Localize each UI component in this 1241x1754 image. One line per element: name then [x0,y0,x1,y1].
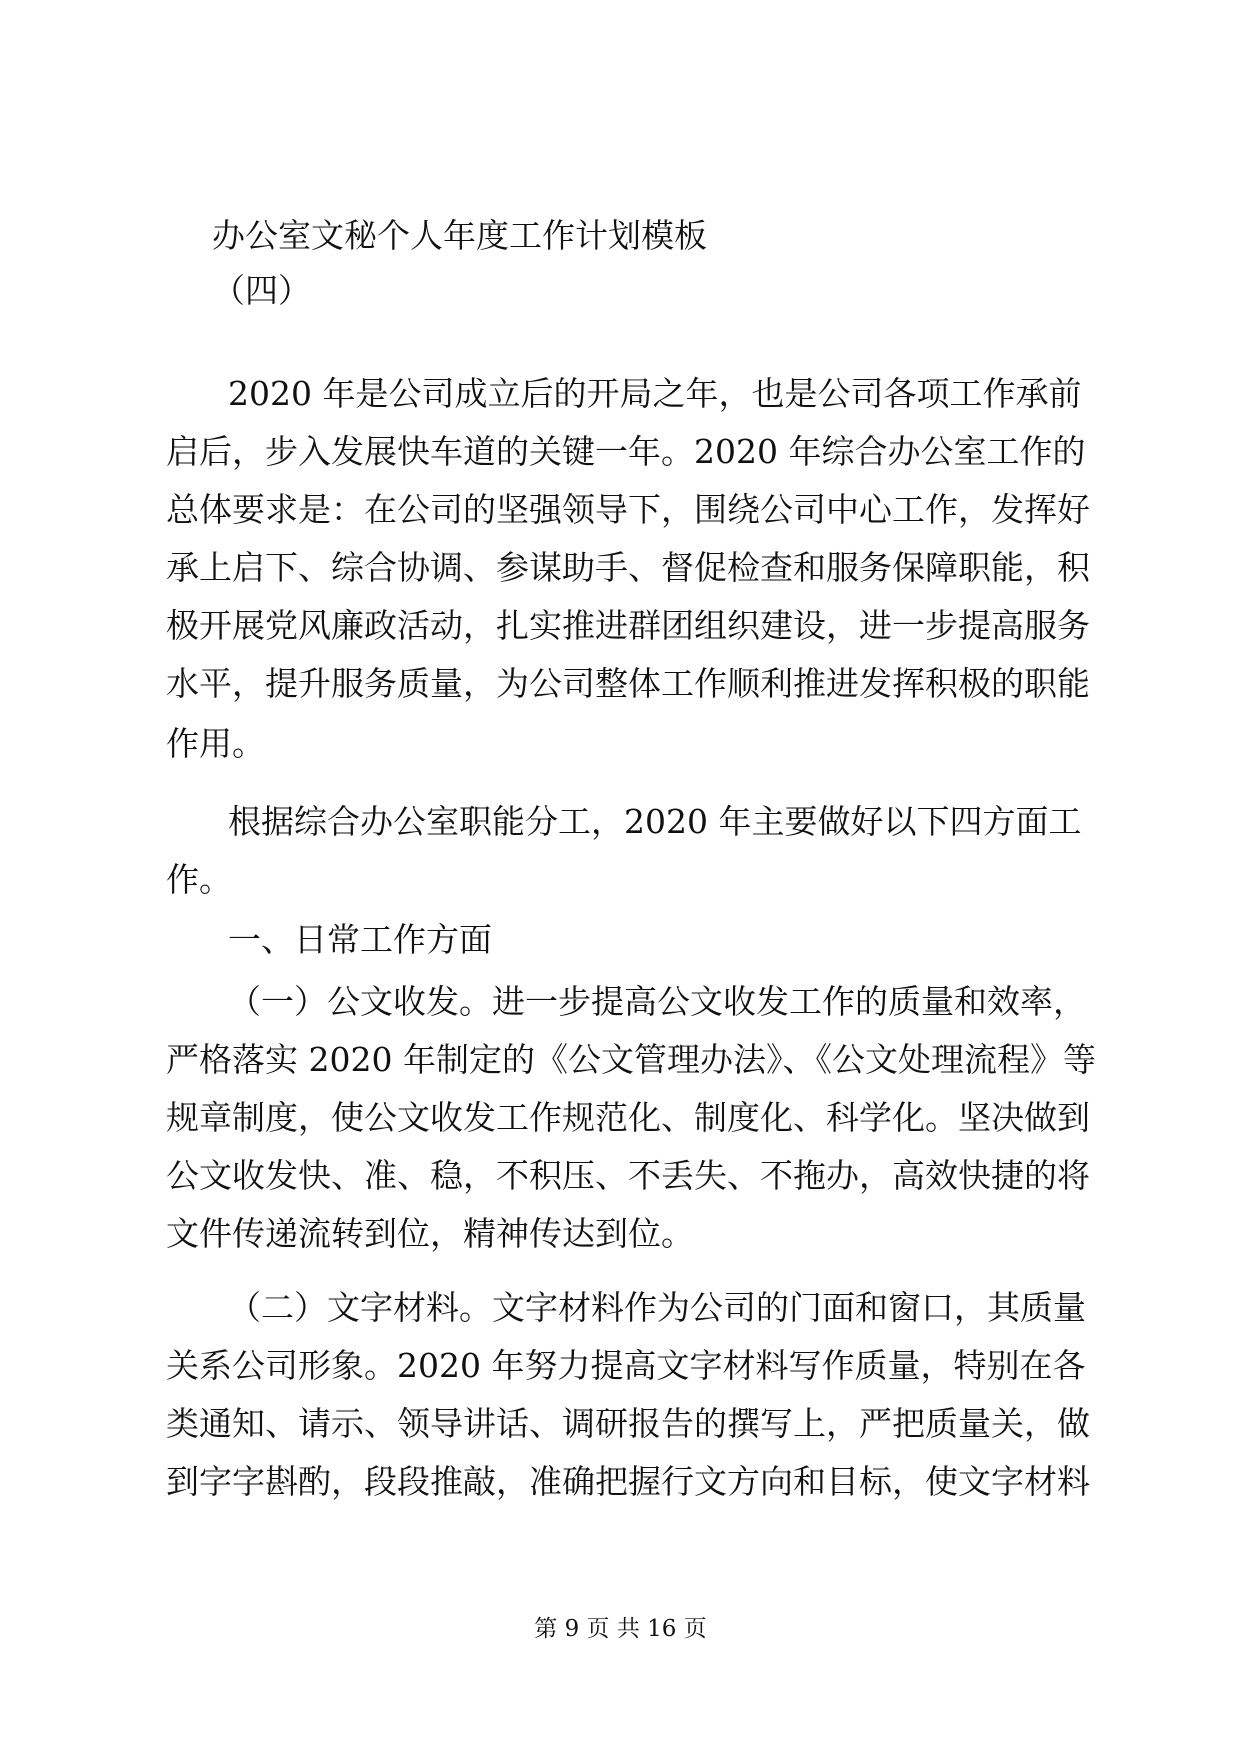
paragraph-4-line-2: 关系公司形象。2020 年努力提高文字材料写作质量，特别在各 [166,1346,1086,1385]
paragraph-1-line-4: 承上启下、综合协调、参谋助手、督促检查和服务保障职能，积 [166,548,1090,587]
paragraph-1-line-7: 作用。 [166,724,265,763]
paragraph-4-line-3: 类通知、请示、领导讲话、调研报告的撰写上，严把质量关，做 [166,1404,1090,1443]
paragraph-1-line-2: 启后，步入发展快车道的关键一年。2020 年综合办公室工作的 [166,432,1086,471]
paragraph-1-line-6: 水平，提升服务质量，为公司整体工作顺利推进发挥积极的职能 [166,664,1090,703]
paragraph-2-line-1: 根据综合办公室职能分工，2020 年主要做好以下四方面工 [228,802,1082,841]
paragraph-2-line-2: 作。 [166,860,232,899]
paragraph-1-line-1: 2020 年是公司成立后的开局之年，也是公司各项工作承前 [228,374,1082,413]
paragraph-3-line-2: 严格落实 2020 年制定的《公文管理办法》、《公文处理流程》等 [166,1040,1096,1079]
section-heading-1: 一、日常工作方面 [228,920,492,959]
paragraph-4-line-4: 到字字斟酌，段段推敲，准确把握行文方向和目标，使文字材料 [166,1462,1090,1501]
paragraph-3-line-5: 文件传递流转到位，精神传达到位。 [166,1214,694,1253]
paragraph-4-line-1: （二）文字材料。文字材料作为公司的门面和窗口，其质量 [228,1288,1086,1327]
paragraph-1-line-5: 极开展党风廉政活动，扎实推进群团组织建设，进一步提高服务 [166,606,1090,645]
page-number-footer: 第 9 页 共 16 页 [534,1616,707,1642]
paragraph-3-line-1: （一）公文收发。进一步提高公文收发工作的质量和效率， [228,982,1086,1021]
document-title: 办公室文秘个人年度工作计划模板 [212,216,707,255]
paragraph-1-line-3: 总体要求是：在公司的坚强领导下，围绕公司中心工作，发挥好 [166,490,1090,529]
document-subtitle: （四） [212,271,311,310]
paragraph-3-line-4: 公文收发快、准、稳，不积压、不丢失、不拖办，高效快捷的将 [166,1156,1090,1195]
paragraph-3-line-3: 规章制度，使公文收发工作规范化、制度化、科学化。坚决做到 [166,1098,1090,1137]
